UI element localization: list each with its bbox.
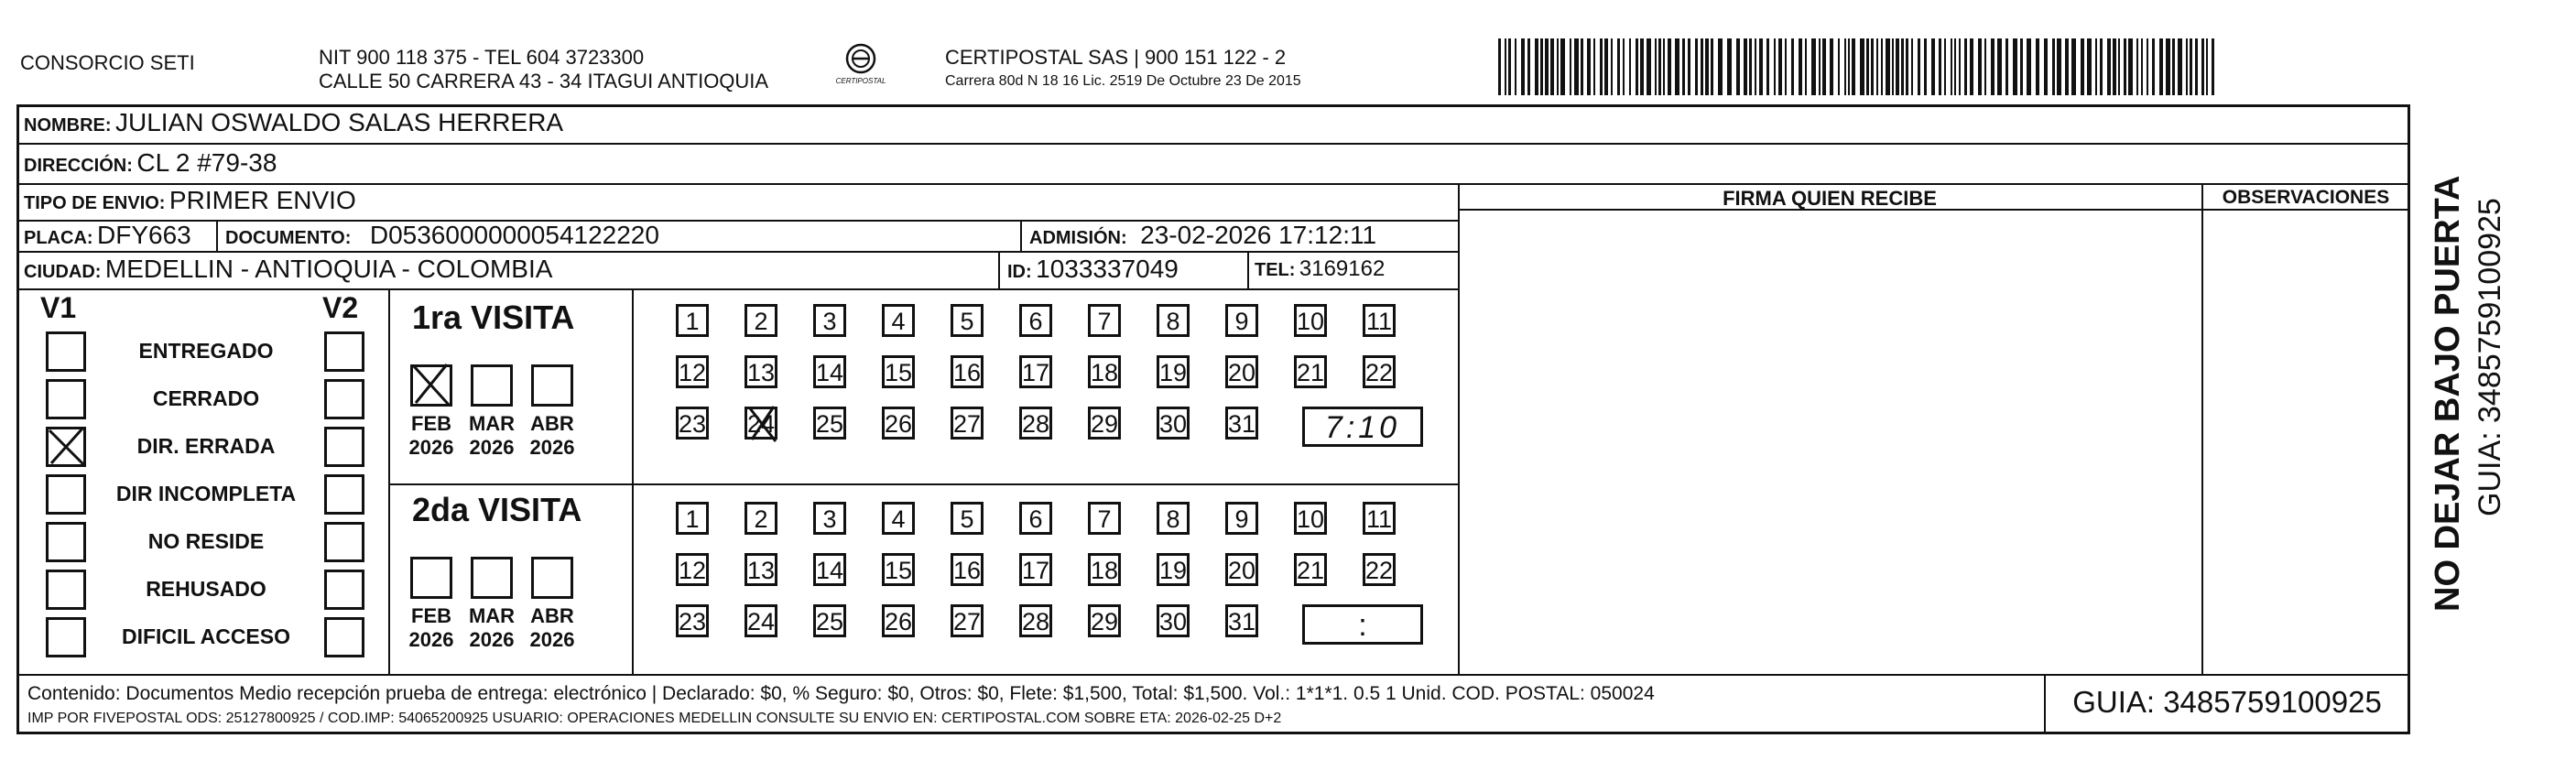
direccion-value: CL 2 #79-38	[136, 148, 277, 177]
visita1-month-year: 2026	[408, 436, 454, 459]
visita2-title: 2da VISITA	[412, 491, 582, 528]
visita1-day-box[interactable]: 2	[745, 304, 777, 337]
v1-checkbox[interactable]	[46, 474, 86, 515]
documento-label: DOCUMENTO:	[225, 228, 352, 248]
visita1-day-box[interactable]: 14	[813, 355, 846, 388]
visita2-day-box[interactable]: 18	[1088, 553, 1121, 586]
visita2-day-box[interactable]: 20	[1225, 553, 1258, 586]
visita2-day-box[interactable]: 17	[1019, 553, 1052, 586]
tipo-envio-value: PRIMER ENVIO	[168, 186, 356, 214]
v2-checkbox[interactable]	[324, 474, 364, 515]
v2-checkbox[interactable]	[324, 522, 364, 562]
visita2-day-box[interactable]: 16	[951, 553, 984, 586]
visita1-month-mark	[408, 361, 454, 408]
visita2-time-box[interactable]: :	[1302, 604, 1423, 645]
visita1-day-box[interactable]: 18	[1088, 355, 1121, 388]
v2-checkbox[interactable]	[324, 617, 364, 657]
visita1-day-box[interactable]: 23	[676, 407, 709, 440]
v1-checkbox[interactable]	[46, 617, 86, 657]
visita1-month-label: FEB	[411, 412, 451, 435]
visita1-day-box[interactable]: 9	[1225, 304, 1258, 337]
visita1-day-box[interactable]: 10	[1294, 304, 1327, 337]
certipostal-line: CERTIPOSTAL SAS | 900 151 122 - 2	[945, 46, 1287, 69]
nombre-label: NOMBRE:	[24, 115, 112, 136]
visita2-day-box[interactable]: 3	[813, 502, 846, 535]
visita1-day-box[interactable]: 27	[951, 407, 984, 440]
visita1-day-box[interactable]: 29	[1088, 407, 1121, 440]
firma-header: FIRMA QUIEN RECIBE	[1723, 187, 1937, 210]
visita2-month-box[interactable]	[471, 557, 513, 599]
v2-checkbox[interactable]	[324, 331, 364, 372]
visita1-day-box[interactable]: 4	[882, 304, 915, 337]
visita1-day-box[interactable]: 19	[1157, 355, 1190, 388]
contenido-line: Contenido: Documentos Medio recepción prueba de entrega: electrónico | Declarado: $0, % Seguro: $0, Otros: $0, Flete: $1,500, Total: $1,500. Vol.: 1*1*1. 0.5 1 Unid. COD. POSTAL: 050024	[27, 683, 1655, 704]
visita2-day-box[interactable]: 10	[1294, 502, 1327, 535]
visita1-day-box[interactable]: 3	[813, 304, 846, 337]
visita2-day-box[interactable]: 26	[882, 604, 915, 637]
ciudad-label: CIUDAD:	[24, 262, 102, 282]
visita1-day-box[interactable]: 11	[1363, 304, 1396, 337]
barcode	[1498, 38, 2220, 95]
visita2-day-box[interactable]: 27	[951, 604, 984, 637]
visita1-day-box[interactable]: 25	[813, 407, 846, 440]
visita1-month-box[interactable]	[471, 364, 513, 407]
visita2-day-box[interactable]: 5	[951, 502, 984, 535]
visita1-day-box[interactable]: 26	[882, 407, 915, 440]
visita2-month-year: 2026	[408, 628, 454, 651]
status-label: ENTREGADO	[138, 339, 274, 363]
v1-checkbox[interactable]	[46, 570, 86, 610]
firma-area[interactable]	[1462, 212, 2200, 672]
visita2-day-box[interactable]: 8	[1157, 502, 1190, 535]
visita1-month-label: ABR	[530, 412, 574, 435]
v1-header: V1	[40, 291, 77, 324]
address-line: CALLE 50 CARRERA 43 - 34 ITAGUI ANTIOQUIA	[319, 70, 769, 92]
visita2-month-label: FEB	[411, 604, 451, 627]
company-name: CONSORCIO SETI	[20, 51, 195, 74]
visita2-day-box[interactable]: 24	[745, 604, 777, 637]
visita1-day-box[interactable]: 16	[951, 355, 984, 388]
status-label: CERRADO	[152, 386, 260, 410]
ciudad-value: MEDELLIN - ANTIOQUIA - COLOMBIA	[104, 255, 553, 283]
visita1-day-box[interactable]: 1	[676, 304, 709, 337]
visita2-day-box[interactable]: 13	[745, 553, 777, 586]
status-label: DIR. ERRADA	[136, 434, 276, 458]
visita2-day-box[interactable]: 25	[813, 604, 846, 637]
footer-guia: GUIA: 3485759100925	[2072, 685, 2382, 719]
placa-value: DFY663	[97, 221, 191, 249]
id-label: ID:	[1007, 262, 1032, 282]
certipostal-logo-text: CERTIPOSTAL	[835, 77, 886, 85]
status-label: NO RESIDE	[147, 529, 265, 553]
tipo-envio-label: TIPO DE ENVIO:	[24, 193, 166, 213]
id-value: 1033337049	[1036, 255, 1179, 283]
status-label: DIR INCOMPLETA	[115, 482, 297, 505]
visita2-month-year: 2026	[529, 628, 575, 651]
visita2-month-box[interactable]	[410, 557, 452, 599]
visita2-day-box[interactable]: 19	[1157, 553, 1190, 586]
visita1-day-box[interactable]: 17	[1019, 355, 1052, 388]
status-label: DIFICIL ACCESO	[121, 624, 290, 648]
visita2-month-box[interactable]	[531, 557, 573, 599]
tel-value: 3169162	[1299, 256, 1386, 281]
visita2-day-box[interactable]: 6	[1019, 502, 1052, 535]
certipostal-logo	[824, 42, 897, 97]
visita1-month-label: MAR	[468, 412, 516, 435]
visita2-day-box[interactable]: 29	[1088, 604, 1121, 637]
v2-checkbox[interactable]	[324, 570, 364, 610]
visita2-day-box[interactable]: 15	[882, 553, 915, 586]
v1-check-mark	[44, 425, 90, 469]
visita2-day-box[interactable]: 28	[1019, 604, 1052, 637]
side-guia: GUIA: 3485759100925	[2473, 198, 2507, 516]
visita1-day-box[interactable]: 12	[676, 355, 709, 388]
direccion-label: DIRECCIÓN:	[24, 156, 133, 176]
visita2-day-box[interactable]: 12	[676, 553, 709, 586]
placa-label: PLACA:	[24, 228, 93, 248]
v2-header: V2	[322, 291, 359, 324]
visita2-day-box[interactable]: 2	[745, 502, 777, 535]
visita2-day-box[interactable]: 11	[1363, 502, 1396, 535]
visita1-day-box[interactable]: 22	[1363, 355, 1396, 388]
visita1-month-box[interactable]	[531, 364, 573, 407]
visita2-day-box[interactable]: 7	[1088, 502, 1121, 535]
visita2-day-box[interactable]: 14	[813, 553, 846, 586]
visita1-day-box[interactable]: 28	[1019, 407, 1052, 440]
visita2-day-box[interactable]: 9	[1225, 502, 1258, 535]
visita1-day-box[interactable]: 20	[1225, 355, 1258, 388]
nit-line: NIT 900 118 375 - TEL 604 3723300	[319, 46, 645, 69]
admision-label: ADMISIÓN:	[1029, 228, 1127, 248]
nombre-value: JULIAN OSWALDO SALAS HERRERA	[115, 108, 564, 136]
visita2-day-box[interactable]: 31	[1225, 604, 1258, 637]
license-line: Carrera 80d N 18 16 Lic. 2519 De Octubre 23 De 2015	[945, 73, 1301, 89]
visita1-time-box[interactable]: 7:10	[1302, 407, 1423, 447]
v2-checkbox[interactable]	[324, 379, 364, 419]
visita2-month-label: ABR	[530, 604, 574, 627]
visita1-day-mark	[745, 403, 781, 445]
visita2-day-box[interactable]: 1	[676, 502, 709, 535]
visita1-day-box[interactable]: 13	[745, 355, 777, 388]
visita1-day-box[interactable]: 15	[882, 355, 915, 388]
side-no-dejar: NO DEJAR BAJO PUERTA	[2429, 175, 2467, 613]
visita2-day-box[interactable]: 22	[1363, 553, 1396, 586]
imp-line: IMP POR FIVEPOSTAL ODS: 25127800925 / COD.IMP: 54065200925 USUARIO: OPERACIONES MEDELLIN CONSULTE SU ENVIO EN: CERTIPOSTAL.COM SOBRE ETA: 2026-02-25 D+2	[27, 711, 1282, 726]
visita1-day-box[interactable]: 31	[1225, 407, 1258, 440]
visita2-month-year: 2026	[469, 628, 515, 651]
visita1-day-box[interactable]: 24	[745, 407, 777, 440]
visita1-day-box[interactable]: 6	[1019, 304, 1052, 337]
observaciones-header: OBSERVACIONES	[2222, 187, 2390, 208]
visita1-day-box[interactable]: 8	[1157, 304, 1190, 337]
observaciones-area[interactable]	[2205, 212, 2408, 672]
tel-label: TEL:	[1255, 260, 1296, 280]
v1-checkbox[interactable]	[46, 522, 86, 562]
visita2-day-box[interactable]: 21	[1294, 553, 1327, 586]
status-label: REHUSADO	[146, 577, 266, 601]
visita1-day-box[interactable]: 5	[951, 304, 984, 337]
v2-checkbox[interactable]	[324, 427, 364, 467]
visita1-month-year: 2026	[529, 436, 575, 459]
v1-checkbox[interactable]	[46, 331, 86, 372]
visita1-month-year: 2026	[469, 436, 515, 459]
visita1-title: 1ra VISITA	[412, 299, 575, 336]
visita1-day-box[interactable]: 21	[1294, 355, 1327, 388]
visita1-day-box[interactable]: 7	[1088, 304, 1121, 337]
visita2-day-box[interactable]: 4	[882, 502, 915, 535]
visita1-day-box[interactable]: 30	[1157, 407, 1190, 440]
visita2-day-box[interactable]: 30	[1157, 604, 1190, 637]
visita2-month-label: MAR	[468, 604, 516, 627]
certipostal-logo-icon	[841, 42, 881, 77]
documento-value: D0536000000054122220	[369, 221, 659, 249]
v1-checkbox[interactable]	[46, 379, 86, 419]
admision-value: 23-02-2026 17:12:11	[1140, 221, 1377, 249]
visita2-day-box[interactable]: 23	[676, 604, 709, 637]
